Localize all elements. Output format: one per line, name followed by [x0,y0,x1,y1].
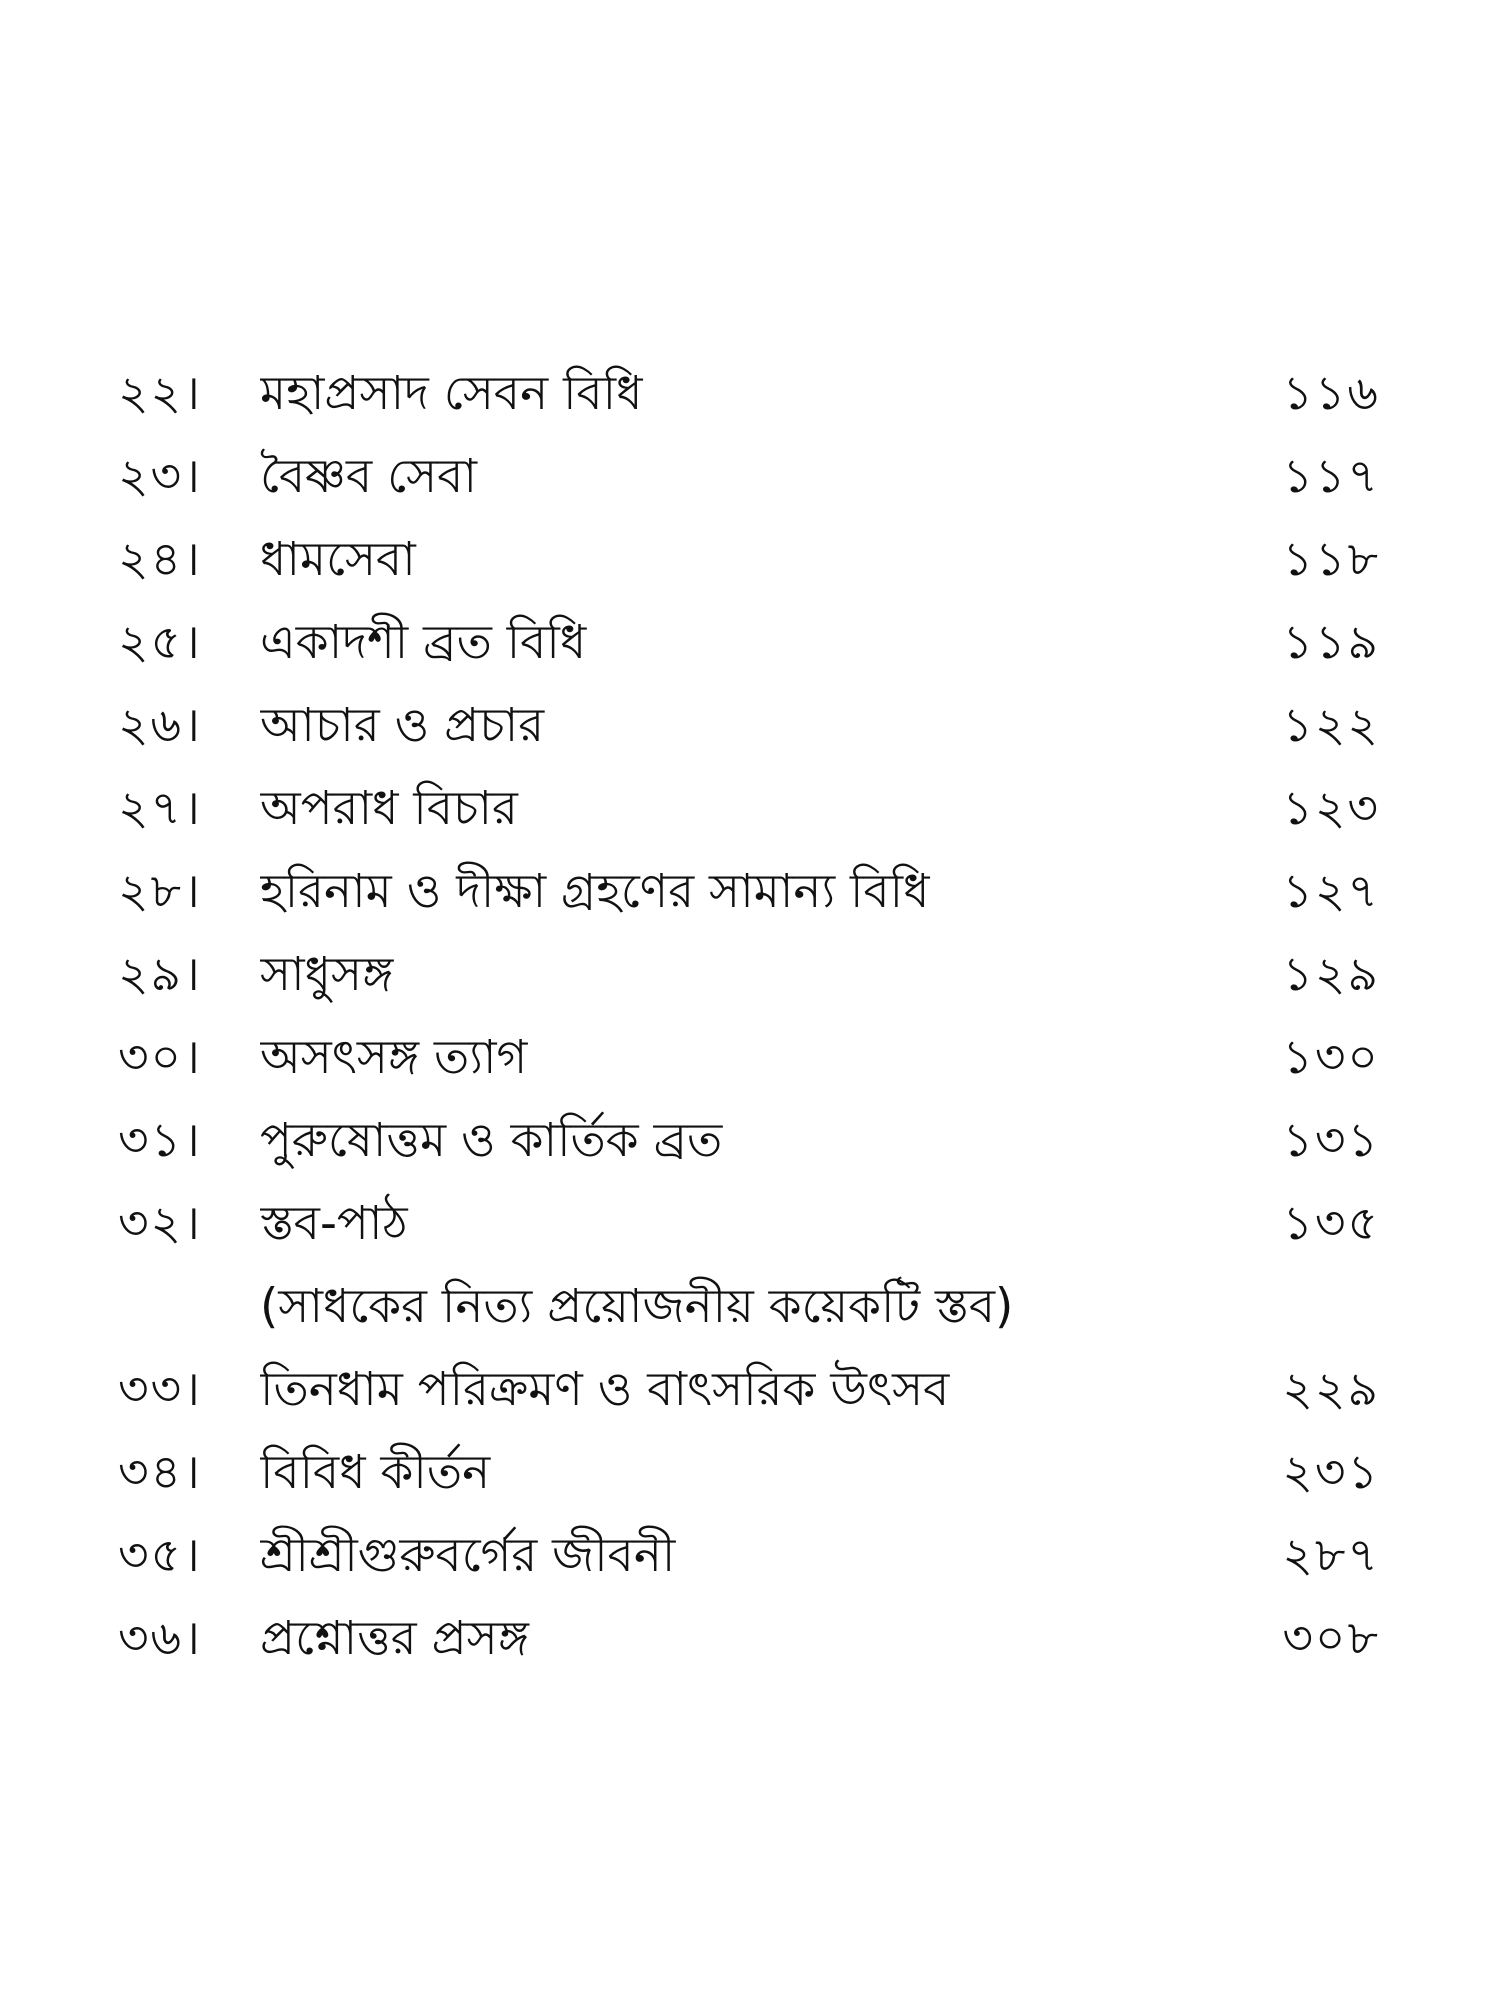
entry-page-number: ১২৭ [1282,864,1380,919]
toc-entry-29 [118,933,1380,1016]
entry-title: আচার ও প্রচার [260,698,545,753]
entry-page-number: ১২৩ [1282,781,1380,836]
entry-number: ২৭। [118,781,202,836]
toc-entry-30 [118,1016,1380,1099]
entry-page-number: ১১৮ [1282,532,1380,587]
toc-entry-26 [118,684,1380,767]
entry-title: হরিনাম ও দীক্ষা গ্রহণের সামান্য বিধি [260,864,930,919]
entry-title: তিনধাম পরিক্রমণ ও বাৎসরিক উৎসব [260,1362,950,1417]
entry-page-number: ১১৬ [1282,366,1380,421]
entry-page-number: ২৩১ [1282,1445,1380,1500]
entry-title: পুরুষোত্তম ও কার্তিক ব্রত [260,1113,723,1168]
toc-entry-27 [118,767,1380,850]
entry-title: বৈষ্ণব সেবা [260,449,477,504]
entry-number: ৩০। [118,1030,202,1085]
entry-page-number: ১৩৫ [1282,1196,1380,1251]
entry-number: ২২। [118,366,202,421]
entry-number: ২৬। [118,698,202,753]
entry-number: ২৯। [118,947,202,1002]
entry-number: ৩৩। [118,1362,202,1417]
toc-entry-33 [118,1348,1380,1431]
entry-subtitle: (সাধকের নিত্য প্রয়োজনীয় কয়েকটি স্তব) [260,1279,1014,1334]
toc-entry-23 [118,435,1380,518]
entry-page-number: ১২২ [1282,698,1380,753]
toc-entry-34 [118,1431,1380,1514]
entry-number: ৩৬। [118,1611,202,1666]
toc-entry-22 [118,352,1380,435]
entry-page-number: ১১৭ [1282,449,1380,504]
entry-title: শ্রীশ্রীগুরুবর্গের জীবনী [260,1528,676,1583]
table-of-contents [118,352,1380,1680]
entry-page-number: ১৩০ [1282,1030,1380,1085]
entry-number: ২৪। [118,532,202,587]
toc-entry-25 [118,601,1380,684]
entry-title: প্রশ্নোত্তর প্রসঙ্গ [260,1611,529,1666]
entry-number: ২৫। [118,615,202,670]
entry-number: ২৩। [118,449,202,504]
entry-page-number: ১১৯ [1282,615,1380,670]
entry-number: ৩১। [118,1113,202,1168]
toc-entry-32-subtitle [118,1265,1380,1348]
toc-entry-35 [118,1514,1380,1597]
entry-title: স্তব-পাঠ [260,1196,408,1251]
toc-entry-28 [118,850,1380,933]
entry-title: ধামসেবা [260,532,416,587]
entry-page-number: ১৩১ [1282,1113,1380,1168]
entry-title: সাধুসঙ্গ [260,947,394,1002]
entry-title: একাদশী ব্রত বিধি [260,615,587,670]
entry-title: বিবিধ কীর্তন [260,1445,491,1500]
toc-entry-32 [118,1182,1380,1265]
entry-number: ২৮। [118,864,202,919]
entry-page-number: ২২৯ [1282,1362,1380,1417]
toc-entry-31 [118,1099,1380,1182]
toc-entry-36 [118,1597,1380,1680]
entry-page-number: ২৮৭ [1282,1528,1380,1583]
entry-title: মহাপ্রসাদ সেবন বিধি [260,366,643,421]
entry-number: ৩২। [118,1196,202,1251]
entry-page-number: ১২৯ [1282,947,1380,1002]
entry-page-number: ৩০৮ [1282,1611,1380,1666]
entry-title: অপরাধ বিচার [260,781,518,836]
entry-title: অসৎসঙ্গ ত্যাগ [260,1030,528,1085]
entry-number: ৩৪। [118,1445,202,1500]
toc-entry-24 [118,518,1380,601]
entry-number: ৩৫। [118,1528,202,1583]
